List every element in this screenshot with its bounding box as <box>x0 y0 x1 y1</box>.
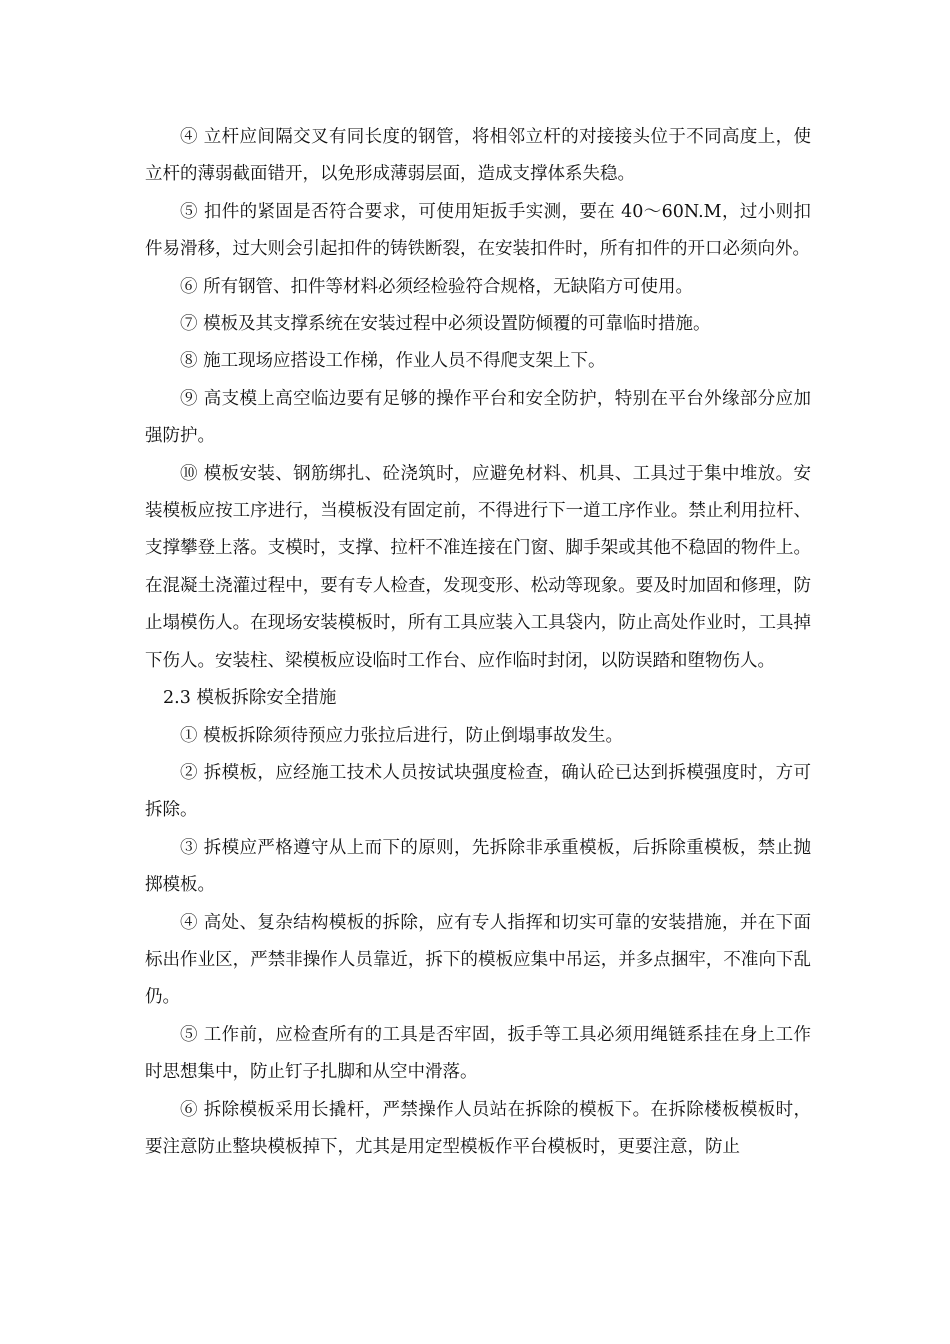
paragraph-removal-3: ③ 拆模应严格遵守从上而下的原则，先拆除非承重模板，后拆除重模板，禁止抛掷模板。 <box>145 837 811 896</box>
paragraph-removal-5: ⑤ 工作前，应检查所有的工具是否牢固，扳手等工具必须用绳链系挂在身上工作时思想集中，防止钉子扎脚和从空中滑落。 <box>145 1024 811 1083</box>
paragraph-item-7-anti-overturn: ⑦ 模板及其支撑系统在安装过程中必须设置防倾覆的可靠临时措施。 <box>180 314 711 335</box>
paragraph-item-8-work-ladder: ⑧ 施工现场应搭设工作梯，作业人员不得爬支架上下。 <box>180 351 606 372</box>
paragraph-removal-6: ⑥ 拆除模板采用长撬杆，严禁操作人员站在拆除的模板下。在拆除楼板模板时，要注意防止整块模板掉下，尤其是用定型模板作平台模板时，更要注意，防止 <box>145 1099 811 1157</box>
paragraph-removal-1: ① 模板拆除须待预应力张拉后进行，防止倒塌事故发生。 <box>180 725 624 746</box>
paragraph-item-9-edge-protection: ⑨ 高支模上高空临边要有足够的操作平台和安全防护，特别在平台外缘部分应加强防护。 <box>145 388 811 447</box>
paragraph-item-4-staggered-joints: ④ 立杆应间隔交叉有同长度的钢管，将相邻立杆的对接接头位于不同高度上，使立杆的薄弱截面错开，以免形成薄弱层面，造成支撑体系失稳。 <box>145 127 811 185</box>
section-heading: 2.3 模板拆除安全措施 <box>163 688 337 709</box>
paragraph-item-10-installation-safety: ⑩ 模板安装、钢筋绑扎、砼浇筑时，应避免材料、机具、工具过于集中堆放。安装模板应按工序进行，当模板没有固定前，不得进行下一道工序作业。禁止利用拉杆、支撑攀登上落。支模时，支撑、拉杆不准连接在门窗、脚手架或其他不稳固的物件上。在混凝土浇灌过程中，要有专人检查，发现变形、松动等现象。要及时加固和修理，防止塌模伤人。在现场安装模板时，所有工具应装入工具袋内，防止高处作业时，工具掉下伤人。安装柱、梁模板应设临时工作台、应作临时封闭，以防误踏和堕物伤人。 <box>145 463 811 671</box>
paragraph-item-6-material-inspection: ⑥ 所有钢管、扣件等材料必须经检验符合规格，无缺陷方可使用。 <box>180 276 694 297</box>
paragraph-item-5-fastener-torque: ⑤ 扣件的紧固是否符合要求，可使用矩扳手实测，要在 40～60N.M，过小则扣件易滑移，过大则会引起扣件的铸铁断裂，在安装扣件时，所有扣件的开口必须向外。 <box>145 201 811 260</box>
paragraph-removal-4: ④ 高处、复杂结构模板的拆除，应有专人指挥和切实可靠的安装措施，并在下面标出作业区，严禁非操作人员靠近，拆下的模板应集中吊运，并多点捆牢，不准向下乱仍。 <box>145 912 811 1008</box>
paragraph-removal-2: ② 拆模板，应经施工技术人员按试块强度检查，确认砼已达到拆模强度时，方可拆除。 <box>145 762 811 821</box>
document-body <box>145 119 811 1166</box>
